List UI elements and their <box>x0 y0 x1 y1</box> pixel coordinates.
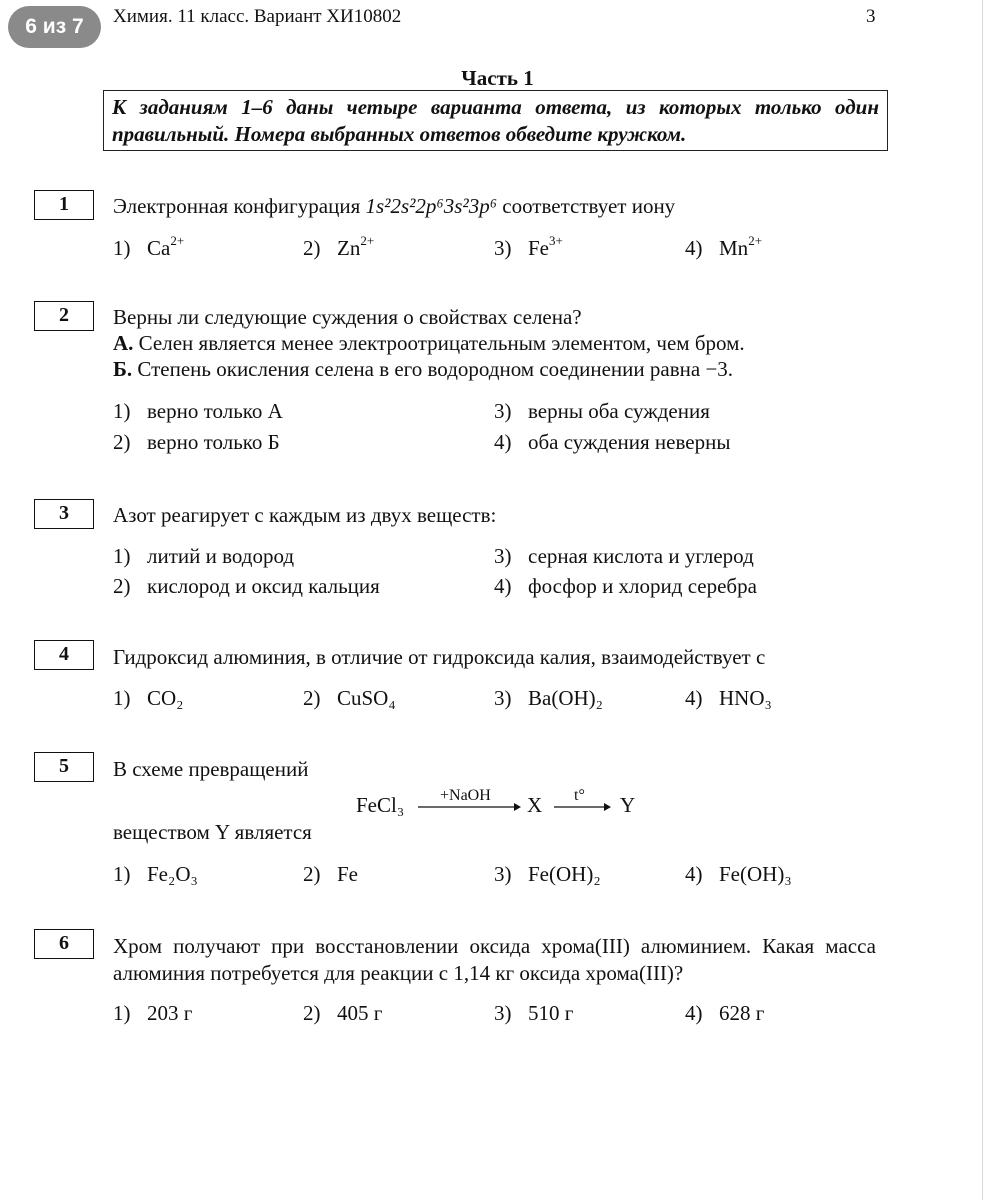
answer-option[interactable]: 2) Fe <box>303 862 358 886</box>
question-2-text: Верны ли следующие суждения о свойствах селена? <box>113 305 582 329</box>
question-number-box: 5 <box>34 752 94 782</box>
answer-option[interactable]: 2) 405 г <box>303 1001 383 1025</box>
page-counter-badge[interactable]: 6 из 7 <box>8 6 101 48</box>
answer-option[interactable]: 2) CuSO₄ <box>303 686 396 710</box>
question-5-text-after: веществом Y является <box>113 820 312 844</box>
answer-option[interactable]: 3) верны оба суждения <box>494 399 710 423</box>
answer-option[interactable]: 1) CO₂ <box>113 686 184 710</box>
header-title: Химия. 11 класс. Вариант ХИ10802 <box>113 6 402 27</box>
reaction-arrow-icon <box>552 800 612 814</box>
page-edge <box>982 0 983 1200</box>
answer-option[interactable]: 1) Fe₂O₃ <box>113 862 198 886</box>
question-number-box: 6 <box>34 929 94 959</box>
answer-option[interactable]: 1) литий и водород <box>113 544 295 568</box>
scheme-reagent-1: +NaOH <box>440 787 491 804</box>
answer-option[interactable]: 3) Ba(OH)₂ <box>494 686 603 710</box>
answer-option[interactable]: 3) серная кислота и углерод <box>494 544 754 568</box>
part-title: Часть 1 <box>461 66 534 90</box>
question-1-text-before: Электронная конфигурация <box>113 194 366 218</box>
answer-option[interactable]: 4) Fe(OH)₃ <box>685 862 792 886</box>
question-1-text <box>113 194 675 219</box>
answer-option[interactable]: 2) верно только Б <box>113 430 280 454</box>
answer-option[interactable]: 4) 628 г <box>685 1001 765 1025</box>
electron-configuration: 1s²2s²2p⁶3s²3p⁶ <box>365 194 498 218</box>
question-6-text: Хром получают при восстановлении оксида хрома(III) алюминием. Какая масса алюминия потребуется для реакции с 1,14 кг оксида хрома(III)? <box>113 934 876 985</box>
answer-option[interactable]: 4) фосфор и хлорид серебра <box>494 574 757 598</box>
question-number-box: 2 <box>34 301 94 331</box>
instructions-box: К заданиям 1–6 даны четыре варианта ответа, из которых только один правильный. Номера выбранных ответов обведите кружком. <box>103 90 888 151</box>
header-page-number: 3 <box>866 6 876 27</box>
scheme-reagent-2: t° <box>574 787 585 804</box>
scheme-start: FeCl₃ <box>356 793 405 817</box>
answer-option[interactable]: 4) HNO₃ <box>685 686 772 710</box>
question-4-text: Гидроксид алюминия, в отличие от гидроксида калия, взаимодействует с <box>113 645 766 669</box>
scheme-middle: X <box>527 793 543 817</box>
answer-option[interactable]: 3) $Fe^{3+}$ <box>494 233 563 260</box>
answer-option[interactable]: 1) $Ca^{2+}$ <box>113 233 185 260</box>
question-3-text: Азот реагирует с каждым из двух веществ: <box>113 503 497 527</box>
statement-a: А. Селен является менее электроотрицательным элементом, чем бром. <box>113 331 745 355</box>
question-1-text-after: соответствует иону <box>497 194 676 218</box>
answer-option[interactable]: 4) оба суждения неверны <box>494 430 731 454</box>
answer-option[interactable]: 2) $Zn^{2+}$ <box>303 233 375 260</box>
question-5-text: В схеме превращений <box>113 757 309 781</box>
question-number-box: 4 <box>34 640 94 670</box>
answer-option[interactable]: 1) верно только А <box>113 399 283 423</box>
question-number-box: 3 <box>34 499 94 529</box>
reaction-arrow-icon <box>416 800 522 814</box>
scheme-end: Y <box>620 793 636 817</box>
answer-option[interactable]: 2) кислород и оксид кальция <box>113 574 380 598</box>
question-number-box: 1 <box>34 190 94 220</box>
answer-option[interactable]: 3) Fe(OH)₂ <box>494 862 601 886</box>
answer-option[interactable]: 4) $Mn^{2+}$ <box>685 233 763 260</box>
answer-option[interactable]: 3) 510 г <box>494 1001 574 1025</box>
answer-option[interactable]: 1) 203 г <box>113 1001 193 1025</box>
statement-b: Б. Степень окисления селена в его водородном соединении равна −3. <box>113 357 734 381</box>
